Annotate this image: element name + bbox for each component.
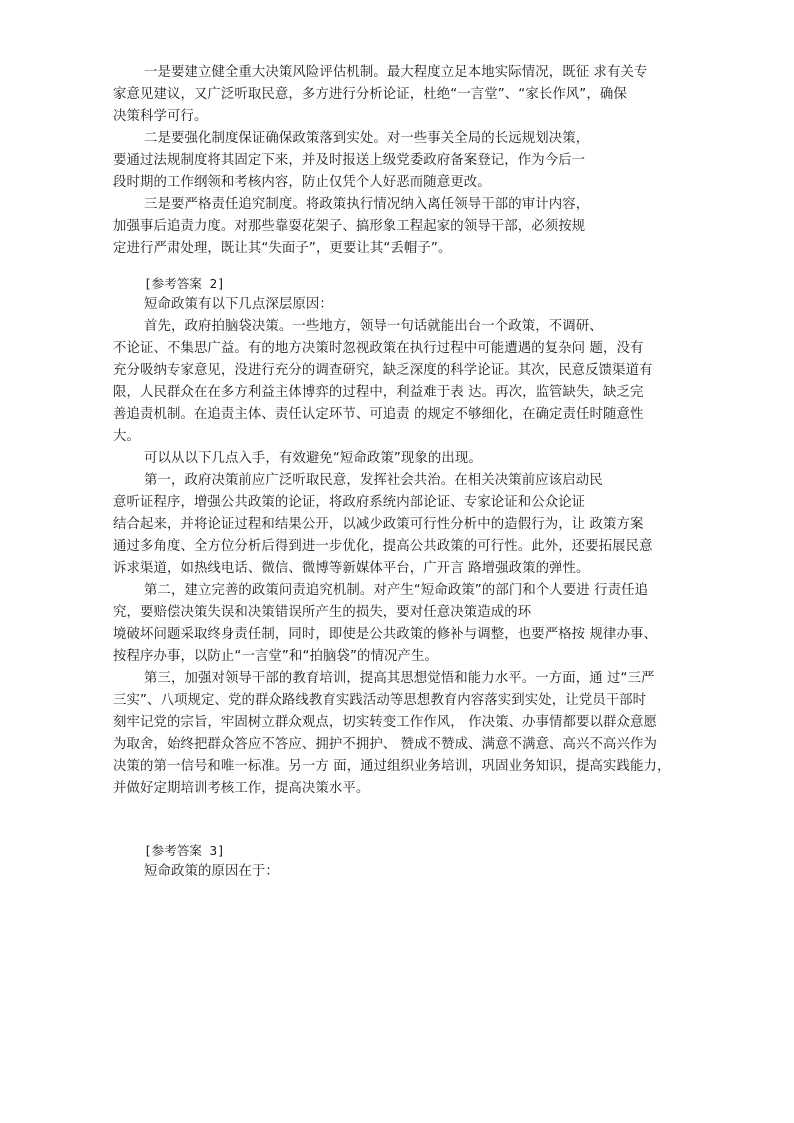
paragraph-line: 三是要严格责任追究制度。将政策执行情况纳入离任领导干部的审计内容， xyxy=(144,197,590,212)
paragraph-line: 意听证程序，增强公共政策的论证，将政府系统内部论证、专家论证和公众论证 xyxy=(113,495,586,510)
paragraph-line: 首先，政府拍脑袋决策。一些地方，领导一句话就能出台一个政策，不调研、 xyxy=(144,319,603,334)
paragraph-line: 按程序办事，以防止“一言堂”和“拍脑袋”的情况产生。 xyxy=(113,649,438,664)
paragraph-line: 短命政策有以下几点深层原因： xyxy=(144,297,333,312)
paragraph-line: 通过多角度、全方位分析后得到进一步优化，提高公共政策的可行性。此外，还要拓展民意 xyxy=(113,539,653,554)
paragraph-line: 善追责机制。在追责主体、责任认定环节、可追责 的规定不够细化，在确定责任时随意性 xyxy=(113,407,644,422)
paragraph-line: 究，要赔偿决策失误和决策错误所产生的损失，要对任意决策造成的环 xyxy=(113,605,532,620)
paragraph-line: 结合起来，并将论证过程和结果公开，以减少政策可行性分析中的造假行为，让 政策方案 xyxy=(113,517,644,532)
paragraph-line: 并做好定期培训考核工作，提高决策水平。 xyxy=(113,781,370,796)
paragraph-line: 刻牢记党的宗旨，牢固树立群众观点，切实转变工作作风， 作决策、办事情都要以群众意愿 xyxy=(113,715,657,730)
paragraph-line: 第三，加强对领导干部的教育培训，提高其思想觉悟和能力水平。一方面，通 过“三严 xyxy=(144,671,655,686)
answer-heading: [参考答案 2] xyxy=(144,276,225,291)
paragraph-line: 定进行严肃处理，既让其“失面子”，更要让其“丢帽子”。 xyxy=(113,241,452,256)
paragraph-line: 短命政策的原因在于： xyxy=(144,864,279,879)
paragraph-line: 加强事后追责力度。对那些靠耍花架子、搞形象工程起家的领导干部，必须按规 xyxy=(113,219,586,234)
paragraph-line: 限，人民群众在在多方利益主体博弈的过程中，利益难于表 达。再次，监管缺失，缺乏完 xyxy=(113,385,644,400)
paragraph-line: 可以从以下几点入手，有效避免“短命政策”现象的出现。 xyxy=(144,451,482,466)
paragraph-line: 第二，建立完善的政策问责追究机制。对产生“短命政策”的部门和个人要进 行责任追 xyxy=(144,583,649,598)
paragraph-line: 第一，政府决策前应广泛听取民意，发挥社会共治。在相关决策前应该启动民 xyxy=(144,473,603,488)
answer-heading: [参考答案 3] xyxy=(144,843,225,858)
paragraph-line: 要通过法规制度将其固定下来，并及时报送上级党委政府备案登记，作为今后一 xyxy=(113,153,586,168)
paragraph-line: 决策科学可行。 xyxy=(113,109,208,124)
paragraph-line: 境破坏问题采取终身责任制，同时，即使是公共政策的修补与调整，也要严格按 规律办事、 xyxy=(113,627,657,642)
paragraph-line: 段时期的工作纲领和考核内容，防止仅凭个人好恶而随意更改。 xyxy=(113,175,491,190)
paragraph-line: 不论证、不集思广益。有的地方决策时忽视政策在执行过程中可能遭遇的复杂问 题，没有 xyxy=(113,341,644,356)
paragraph-line: 诉求渠道，如热线电话、微信、微博等新媒体平台，广开言 路增强政策的弹性。 xyxy=(113,561,590,576)
paragraph-line: 家意见建议，又广泛听取民意，多方进行分析论证，杜绝“一言堂”、“家长作风”，确保 xyxy=(113,87,627,102)
paragraph-line: 充分吸纳专家意见，没进行充分的调查研究，缺乏深度的科学论证。其次，民意反馈渠道有 xyxy=(113,363,653,378)
paragraph-line: 为取舍，始终把群众答应不答应、拥护不拥护、 赞成不赞成、满意不满意、高兴不高兴作为 xyxy=(113,737,657,752)
paragraph-line: 决策的第一信号和唯一标准。另一方 面，通过组织业务培训，巩固业务知识，提高实践能力， xyxy=(113,759,671,774)
paragraph-line: 大。 xyxy=(113,429,140,444)
paragraph-line: 一是要建立健全重大决策风险评估机制。最大程度立足本地实际情况，既征 求有关专 xyxy=(144,65,648,80)
paragraph-line: 二是要强化制度保证确保政策落到实处。对一些事关全局的长远规划决策， xyxy=(144,131,590,146)
paragraph-line: 三实”、八项规定、党的群众路线教育实践活动等思想教育内容落实到实处，让党员干部时 xyxy=(113,693,647,708)
